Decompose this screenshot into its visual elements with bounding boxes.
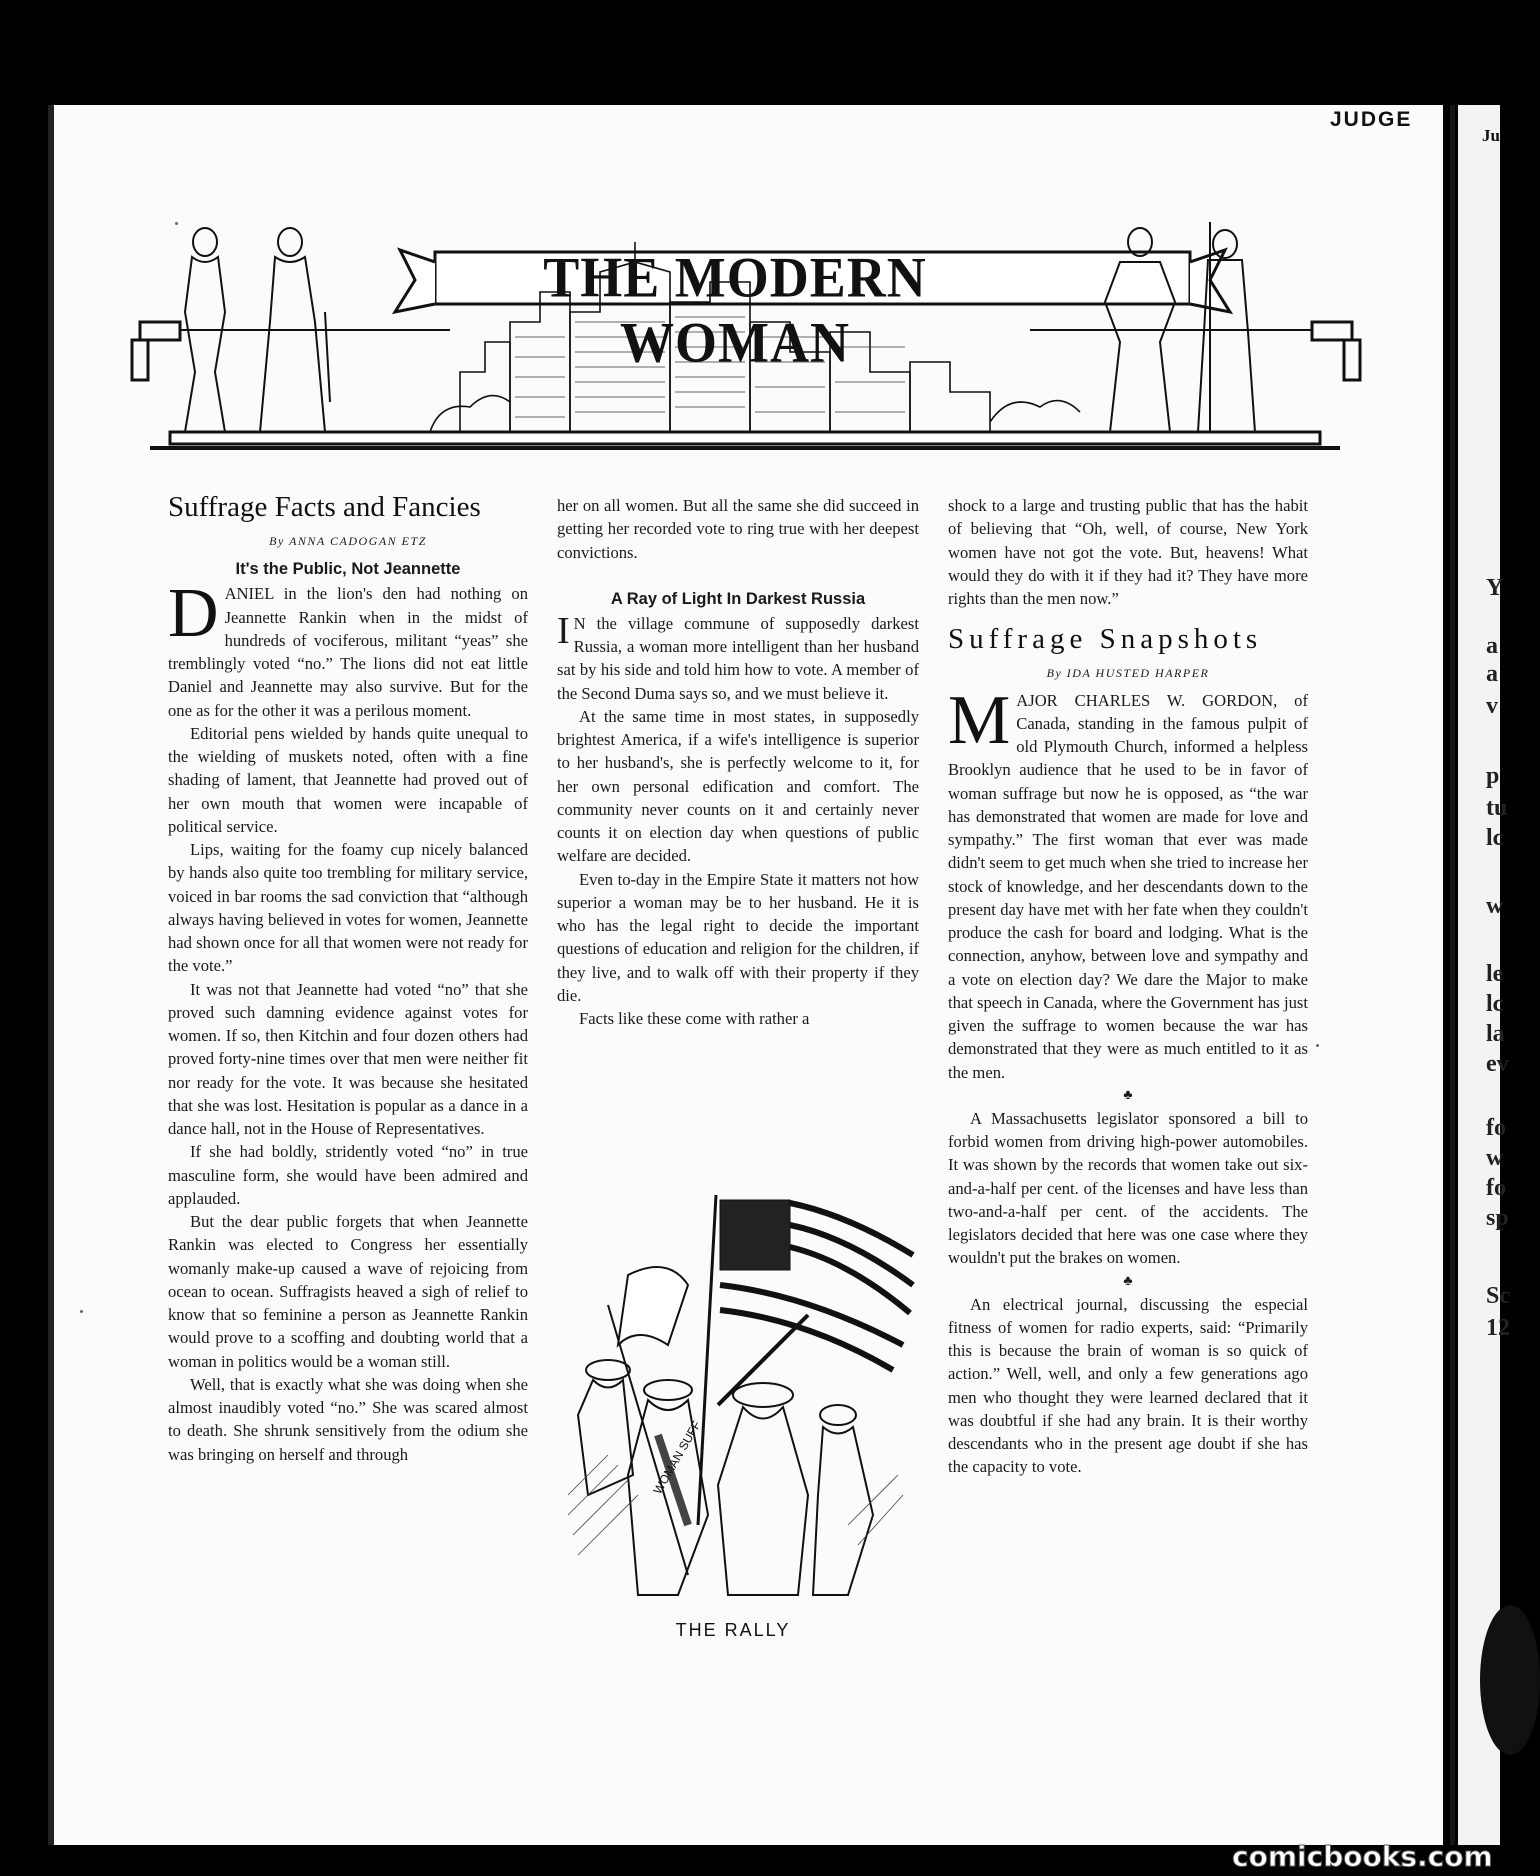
next-page-text: p — [1486, 763, 1500, 789]
next-page-text: a — [1486, 633, 1498, 659]
next-page-text: Sc — [1486, 1283, 1510, 1309]
watermark: comicbooks.com — [1232, 1840, 1493, 1873]
paragraph: An electrical journal, discussing the especial fitness of women for radio experts, said: “Primarily this is because the brain of woman is so quick of action.” Well, well, and only a few generations ago men who thought they were learned declared that it was doubtful if she had any brain. It is their worthy descendants who in the present age doubt if she has the capacity to vote. — [948, 1294, 1308, 1477]
rally-illustration — [548, 1195, 918, 1615]
next-page-text: w — [1486, 1145, 1504, 1171]
section-heading: A Ray of Light In Darkest Russia — [610, 589, 866, 608]
next-page-text: fo — [1486, 1175, 1506, 1201]
paragraph: Even to-day in the Empire State it matters not how superior a woman may be to her husband. He it is who has the legal right to decide the important questions of education and religion for the children, if they live, and to walk off with their property if they die. — [557, 869, 919, 1005]
paragraph: Facts like these come with rather a — [579, 1009, 810, 1028]
banner-title: THE MODERN WOMAN — [543, 245, 927, 375]
next-page-text: sp — [1486, 1205, 1509, 1231]
scan-speck — [1316, 1044, 1319, 1047]
next-page-text: lc — [1486, 825, 1504, 851]
ornament-icon: ♣ — [1123, 1273, 1133, 1289]
paragraph: At the same time in most states, in supposedly brightest America, if a wife's intelligence is superior to her husband's, she is perfectly welcome to it, for her own personal edification and comfort. The community never counts on it and certainly never counts it on election day when questions of public welfare are decided. — [557, 706, 919, 866]
next-page-text: a — [1486, 661, 1498, 687]
next-page-text: 12 — [1486, 1315, 1510, 1341]
drop-cap: I — [557, 609, 570, 652]
paragraph: MAJOR CHARLES W. GORDON, of Canada, standing in the famous pulpit of old Plymouth Church, informed a helpless Brooklyn audience that he used to be in favor of woman suffrage but now he is opposed, as “the war has demonstrated that women are made for love and sympathy.” The first woman that ever was made didn't seem to get much when she tried to increase her stock of knowledge, and her descendants down to the present day have met with her fate when they couldn't produce the cash for board and lodging. What is the connection, anyhow, between love and sympathy and a vote on election day? We dare the Major to make that speech in Canada, where the Government has just given the suffrage to women because the war has demonstrated that they were as much entitled to it as the men. — [948, 681, 1308, 1082]
column-3 — [948, 494, 1308, 1479]
next-page-text: w — [1486, 893, 1504, 919]
column-1 — [168, 488, 528, 1466]
column-2 — [557, 494, 919, 1030]
next-page-text: la — [1486, 1021, 1505, 1047]
paragraph: It was not that Jeannette had voted “no” that she proved such damning evidence against votes for women. If so, then Kitchin and four dozen others had proved forty-nine times over that men were neither fit nor ready for the vote. It was because she hesitated that she was lost. Hesitation is popular as a dance in a dance hall, not in the House of Representatives. — [168, 979, 528, 1138]
next-page-text: v — [1486, 693, 1498, 719]
scan-speck — [80, 1310, 83, 1313]
paragraph-continued: shock to a large and trusting public that has the habit of believing that “Oh, well, of course, New York women have not got the vote. But, heavens! What would they do with it if they had it? They have more rights than the men now.” — [948, 496, 1308, 608]
scan-speck — [175, 222, 178, 225]
section-heading: It's the Public, Not Jeannette — [235, 560, 461, 579]
ornament-icon: ♣ — [1123, 1087, 1133, 1103]
next-page-text: Y — [1486, 575, 1504, 601]
drop-cap: D — [168, 575, 219, 653]
paragraph: Lips, waiting for the foamy cup nicely balanced by hands also quite too trembling for military service, voiced in bar rooms the sad conviction that “although always having believed in votes for women, Jeannette had shown once for all that women were not ready for the vote.” — [168, 840, 528, 976]
paragraph: A Massachusetts legislator sponsored a bill to forbid women from driving high-power automobiles. It was shown by the records that women take out six-and-a-half per cent. of the licenses and have less than two-and-a-half per cent. of the accidents. The legislators decided that here was one case where they wouldn't put the brakes on women. — [948, 1108, 1308, 1268]
next-page-text: le — [1486, 961, 1504, 987]
next-page-dark-shape — [1480, 1605, 1540, 1755]
paragraph: If she had boldly, stridently voted “no” in true masculine form, she would have been admired and applauded. — [168, 1142, 528, 1208]
next-page-edge — [1458, 105, 1510, 1865]
paragraph: DANIEL in the lion's den had nothing on Jeannette Rankin when in the midst of hundreds of vociferous, militant “yeas” she tremblingly voted “no.” The lions did not eat little Daniel and Jeannette may also survive. But for the one as for the other it was a perilous moment. — [168, 575, 528, 720]
paragraph: I N the village commune of supposedly darkest Russia, a woman more intelligent than her husband sat by his side and told him how to vote. A member of the Second Duma says so, and we must believe it. — [557, 609, 919, 703]
illustration-caption: THE RALLY — [675, 1620, 791, 1640]
running-head: JUDGE — [1330, 108, 1413, 131]
drop-cap: M — [948, 681, 1011, 759]
article-title: Suffrage Snapshots — [948, 623, 1263, 656]
next-page-text: fo — [1486, 1115, 1506, 1141]
paragraph: But the dear public forgets that when Jeannette Rankin was elected to Congress her essentially womanly make-up caused a wave of rejoicing from ocean to ocean. Suffragists heaved a sigh of relief to know that so feminine a person as Jeannette Rankin would prove to a scoffing and doubting world that a woman in politics would be a woman still. — [168, 1212, 528, 1371]
page-gutter — [1450, 105, 1455, 1865]
article-byline: By IDA HUSTED HARPER — [1046, 666, 1210, 681]
next-page-running-head: Ju — [1482, 126, 1500, 145]
page-edge — [48, 105, 54, 1865]
paragraph-continued: her on all women. But all the same she did succeed in getting her recorded vote to ring true with her deepest convictions. — [557, 496, 919, 562]
next-page-text: ev — [1486, 1051, 1509, 1077]
article-byline: By ANNA CADOGAN ETZ — [269, 534, 427, 548]
next-page-text: lc — [1486, 991, 1504, 1017]
paragraph: Editorial pens wielded by hands quite unequal to the wielding of muskets noted, often with a fine shading of lament, that Jeannette had proved out of her own mouth that women were incapable of political service. — [168, 723, 528, 836]
paragraph: Well, that is exactly what she was doing when she almost inaudibly voted “no.” She was scared almost to death. She shrunk sensitively from the odium she was bringing on herself and through — [168, 1374, 528, 1464]
next-page-text: tu — [1486, 795, 1508, 821]
article-title: Suffrage Facts and Fancies — [168, 491, 481, 523]
sash-text: WOMAN SUFF — [650, 1418, 704, 1497]
